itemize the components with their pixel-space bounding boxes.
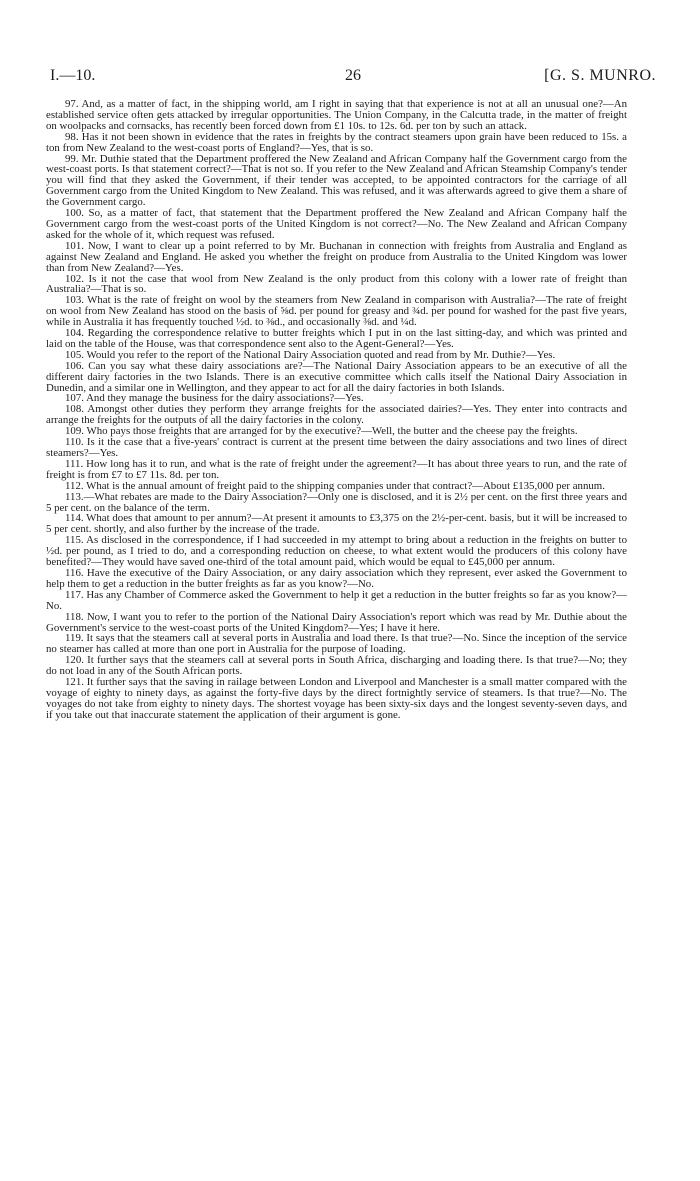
page-number: 26 bbox=[345, 67, 361, 84]
paragraph-108: 108. Amongst other duties they perform they arrange freights for the associated dairies?—Yes. They enter into contracts and arrange the freights for the outputs of all the dairy factories in the colony. bbox=[46, 403, 627, 427]
paragraph-120: 120. It further says that the steamers call at several ports in South Africa, discharging and loading there. Is that true?—No; they do not load in any of the South African ports. bbox=[46, 654, 627, 678]
paragraph-119: 119. It says that the steamers call at several ports in Australia and load there. Is that true?—No. Since the inception of the service no steamer has called at more than one port in Australia for the purpose of loading. bbox=[46, 632, 627, 656]
paragraph-110: 110. Is it the case that a five-years' contract is current at the present time between the dairy associations and two lines of direct steamers?—Yes. bbox=[46, 436, 627, 459]
paragraph-99: 99. Mr. Duthie stated that the Department proffered the New Zealand and African Company half the Government cargo from the west-coast ports. Is that statement correct?—That is not so. If you refer to the New Zealand and African Steamship Company's tender you will find that they asked the Government, if their tender was accepted, to be appointed contractors for the carriage of all Government cargo from the United Kingdom to New Zealand. This was refused, and it was afterwards agreed to give them a share of the Government cargo. bbox=[46, 152, 627, 209]
paragraph-101: 101. Now, I want to clear up a point referred to by Mr. Buchanan in connection with freights from Australia and England as against New Zealand and England. He asked you whether the freight on produce from Australia to the United Kingdom was lower than from New Zealand?—Yes. bbox=[46, 239, 627, 274]
page-header bbox=[50, 67, 656, 87]
paragraph-97: 97. And, as a matter of fact, in the shipping world, am I right in saying that that experience is not at all an unusual one?—An established service often gets attacked by irregular opportunities. The Union Company, in the Calcutta trade, in the matter of freight on woolpacks and cornsacks, has recently been forced down from £1 10s. to 12s. 6d. per ton by such an attack. bbox=[46, 98, 627, 132]
paragraph-106: 106. Can you say what these dairy associations are?—The National Dairy Association appears to be an executive of all the different dairy factories in the two Islands. There is an executive committee which calls itself the National Dairy Association in Dunedin, and a similar one in Wellington, and they appear to act for all the dairy factories in both Islands. bbox=[46, 359, 627, 394]
paragraph-104: 104. Regarding the correspondence relative to butter freights which I put in on the last sitting-day, and which was printed and laid on the table of the House, was that correspondence sent also to the Agent-General?—Yes. bbox=[46, 327, 627, 350]
paragraph-114: 114. What does that amount to per annum?—At present it amounts to £3,375 on the 2½-per-cent. basis, but it will be increased to 5 per cent. shortly, and also further by the increase of the trade. bbox=[46, 512, 627, 536]
document-body bbox=[46, 99, 627, 721]
paragraph-113: 113.—What rebates are made to the Dairy Association?—Only one is disclosed, and it is 2½ per cent. on the first three years and 5 per cent. on the balance of the term. bbox=[46, 490, 627, 514]
document-reference: I.—10. bbox=[50, 67, 96, 84]
paragraph-103: 103. What is the rate of freight on wool by the steamers from New Zealand in comparison with Australia?—The rate of freight on wool from New Zealand has stood on the basis of ⅝d. per pound for greasy and ¾d. per pound for washed for the past five years, while in Australia it has frequently touched ½d. to ⅜d., and occasionally ⅜d. and ¼d. bbox=[46, 294, 627, 329]
paragraph-109: 109. Who pays those freights that are arranged for by the executive?—Well, the butter and the cheese pay the freights. bbox=[65, 425, 578, 438]
paragraph-117: 117. Has any Chamber of Commerce asked the Government to help it get a reduction in the butter freights so far as you know?—No. bbox=[46, 588, 627, 612]
paragraph-111: 111. How long has it to run, and what is the rate of freight under the agreement?—It has about three years to run, and the rate of freight is from £7 to £7 11s. 8d. per ton. bbox=[46, 457, 627, 481]
paragraph-116: 116. Have the executive of the Dairy Association, or any dairy association which they represent, ever asked the Government to help them to get a reduction in the butter freights as far as you know?—No. bbox=[46, 566, 627, 590]
paragraph-107: 107. And they manage the business for the dairy associations?—Yes. bbox=[65, 392, 364, 405]
paragraph-112: 112. What is the annual amount of freight paid to the shipping companies under that contract?—About £135,000 per annum. bbox=[65, 479, 605, 492]
paragraph-121: 121. It further says that the saving in railage between London and Liverpool and Manchester is a small matter compared with the voyage of eighty to ninety days, as against the forty-five days by the direct fortnightly service of steamers. Is that true?—No. The voyages do not take from eighty to ninety days. The shortest voyage has been sixty-six days and the longest seventy-seven days, and if you take out that inaccurate statement the application of their argument is gone. bbox=[46, 676, 627, 721]
paragraph-100: 100. So, as a matter of fact, that statement that the Department proffered the New Zealand and African Company half the Government cargo from the west-coast ports of the United Kingdom is not correct?—No. The New Zealand and African Company asked for the whole of it, which request was refused. bbox=[46, 207, 627, 241]
paragraph-115: 115. As disclosed in the correspondence, if I had succeeded in my attempt to bring about a reduction in the freights on butter to ½d. per pound, as I tried to do, and a corresponding reduction on cheese, to what extent would the producers of this colony have benefited?—They would have saved one-third of the total amount paid, which would be equal to £45,000 per annum. bbox=[46, 534, 627, 569]
witness-name: [G. S. MUNRO. bbox=[544, 67, 656, 84]
paragraph-102: 102. Is it not the case that wool from New Zealand is the only product from this colony with a lower rate of freight than Australia?—That is so. bbox=[46, 272, 627, 296]
paragraph-98: 98. Has it not been shown in evidence that the rates in freights by the contract steamers upon grain have been reduced to 15s. a ton from New Zealand to the west-coast ports of England?—Yes, that is so. bbox=[46, 130, 627, 154]
paragraph-105: 105. Would you refer to the report of the National Dairy Association quoted and read from by Mr. Duthie?—Yes. bbox=[65, 348, 556, 361]
paragraph-118: 118. Now, I want you to refer to the portion of the National Dairy Association's report which was read by Mr. Duthie about the Government's service to the west-coast ports of the United Kingdom?—Yes; I have it here. bbox=[46, 610, 627, 634]
